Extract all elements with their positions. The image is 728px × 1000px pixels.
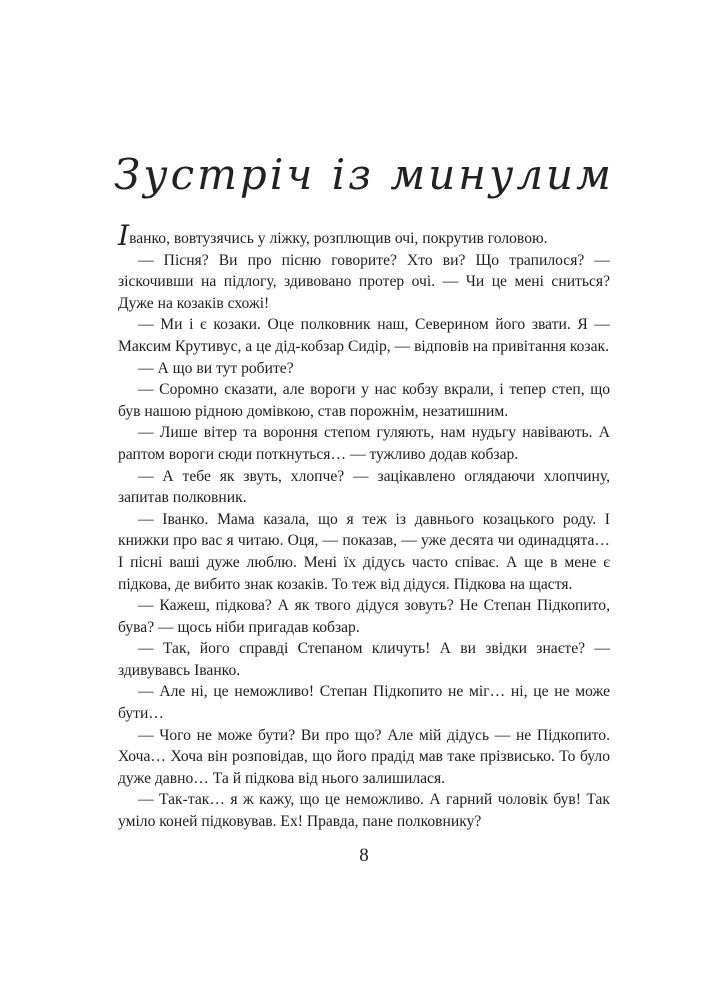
paragraph: — Кажеш, підкова? А як твого дідуся зовуть? Не Степан Підкопито, бува? — щось ніби пригадав кобзар.	[118, 597, 610, 636]
page-number: 8	[359, 845, 369, 866]
body-text	[118, 219, 610, 833]
paragraph: — Іванко. Мама казала, що я теж із давнього козацького роду. І книжки про вас я читаю. Оця, — показав, — уже десята чи одинадцята… І пісні ваші дуже люблю. Мені їх дідусь часто співає. А ще в мене є підкова, де вибито знак козаків. То теж від дідуся. Підкова на щастя.	[118, 510, 610, 593]
paragraph: — Пісня? Ви про пісню говорите? Хто ви? Що трапилося? — зіскочивши на підлогу, здивовано протер очі. — Чи це мені сниться? Дуже на козаків схожі!	[118, 251, 610, 312]
chapter-title: Зустріч із минулим	[114, 150, 614, 199]
paragraph: — Ми і є козаки. Оце полковник наш, Северином його звати. Я — Максим Крутивус, а це дід-кобзар Сидір, — відповів на привітання козак.	[118, 316, 610, 355]
paragraph: — Соромно сказати, але вороги у нас кобзу вкрали, і тепер степ, що був нашою рідною домівкою, став порожнім, незатишним.	[118, 381, 610, 420]
paragraph-text: ванко, вовтузячись у ліжку, розплющив очі, покрутив головою.	[129, 230, 548, 247]
paragraph: — Чого не може бути? Ви про що? Але мій дідусь — не Підкопито. Хоча… Хоча він розповідав, що його прадід мав таке прізвисько. То було дуже давно… Та й підкова від нього залишилася.	[118, 726, 610, 787]
paragraph: — Але ні, це неможливо! Степан Підкопито не міг… ні, це не може бути…	[118, 683, 610, 723]
drop-cap: І	[118, 219, 130, 252]
paragraph	[118, 219, 610, 252]
paragraph: — Лише вітер та вороння степом гуляють, нам нудьгу навівають. А раптом вороги сюди поткнуться… — тужливо додав кобзар.	[118, 424, 610, 463]
paragraph: — А тебе як звуть, хлопче? — зацікавлено оглядаючи хлопчину, запитав полковник.	[118, 467, 610, 507]
paragraph: — Так-так… я ж кажу, що це неможливо. А гарний чоловік був! Так уміло коней підковував. Ех! Правда, пане полковнику?	[118, 791, 610, 831]
paragraph: — Так, його справді Степаном кличуть! А ви звідки знаєте? — здивувавсь Іванко.	[118, 640, 610, 679]
paragraph: — А що ви тут робите?	[138, 359, 294, 377]
